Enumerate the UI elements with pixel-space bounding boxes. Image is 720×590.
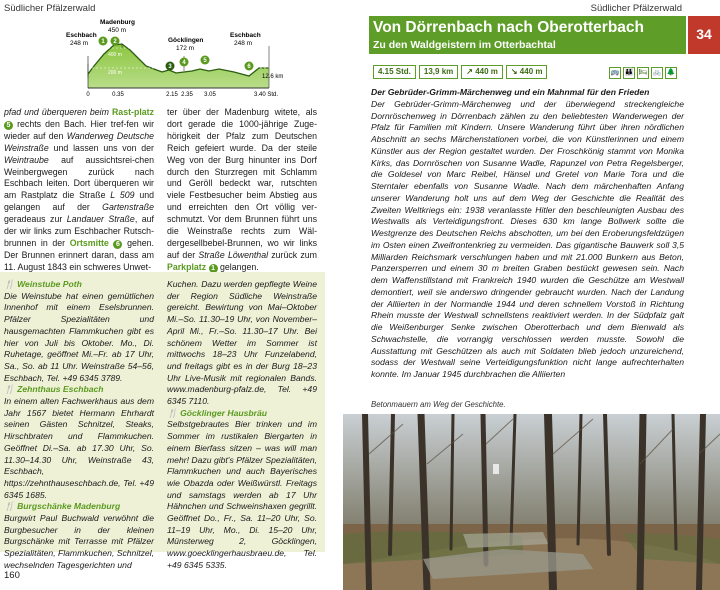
tour-lead: Der Gebrüder-Grimm-Märchenweg und ein Mahnmal für den Frieden <box>371 87 650 97</box>
page-number-left: 160 <box>4 570 20 581</box>
box-entry-text: Burgwirt Paul Buchwald verwöhnt die Burgbesucher in der kleinen Burgschänke mit Terrasse mit Pfälzer Spezialitäten, Flammkuchen, Schnitzel, wechselnden Tagesgerichten und <box>4 513 154 570</box>
x-tick: 3.05 <box>204 92 216 98</box>
tour-description <box>371 87 684 381</box>
ascent-stat: ↗ 440 m <box>461 65 503 79</box>
tree-icon: 🌲 <box>665 67 677 79</box>
profile-alt: 248 m <box>70 40 89 47</box>
body-column-2: ter über der Madenburg witete, als dort gerade die 1000-jährige Zuge-hörigkeit der Pfalz zum Deutschen Reich gefeiert wurde. Da der steile Weg von der Burg hinunter ins Dorf durch den Sturzregen mit Schlamm und Geröll bedeckt war, rutschten viele Festbesucher beim Abstieg aus und erreichten den Ort völlig ver-schmutzt. Vor dem Brunnen führt uns die Weinstraße rechts zum Wäl-dergesellbebel-Brunnen, wo wir links auf der Straße Löwenthal zurück zum Parkplatz 1 gelangen. <box>167 107 317 272</box>
tour-number: 34 <box>688 16 720 54</box>
box-column-1: 🍴 Weinstube Poth Die Weinstube hat einen gemütlichen Innenhof mit einem Eselsbrunnen. Pfälzer Spezialitäten und hausgemachten Flammkuchen gibt es hier von Juli bis Oktober. Mo., Di. Ruhetage, geöffnet Mi.–Fr. ab 17 Uhr, Sa., So. ab 11 Uhr. Weinstraße 54–56, Eschbach, Tel. +49 6345 3789. 🍴 Zehnthaus Eschbach In einem alten Fachwerkhaus aus dem Jahr 1567 bietet Hermann Ehrhardt seinen Gästen Schnitzel, Steaks, Hirschbraten und Flammkuchen. Geöffnet Di.–Sa. ab 17.30 Uhr, So. 11.30–14.30 Uhr, Weinstraße 43, Eschbach, https://zehnthauseschbach.de, Tel. +49 6345 1685. 🍴 Burgschänke Madenburg Burgwirt Paul Buchwald verwöhnt die Burgbesucher in der kleinen Burgschänke mit Terrasse mit Pfälzer Spezialitäten, Flammkuchen, Schnitzel, wechselnden Tagesgerichten und <box>4 279 154 570</box>
descent-stat: ↘ 440 m <box>506 65 548 79</box>
box-entry-text: Die Weinstube hat einen gemütlichen Innenhof mit einem Eselsbrunnen. Pfälzer Spezialitäten und hausgemachten Flammkuchen gibt es hier von Juli bis Oktober. Mo., Di. Ruhetage, geöffnet Mi.–Fr. ab 17 Uhr, Sa., So. ab 11 Uhr. Weinstraße 54–56, Eschbach, Tel. +49 6345 3789. <box>4 290 154 383</box>
box-entry-title: Weinstube Poth <box>17 279 82 289</box>
duration-stat: 4.15 Std. <box>373 65 416 79</box>
box-entry-title: Burgschänke Madenburg <box>17 501 121 512</box>
profile-badge: 4 <box>182 60 186 66</box>
profile-alt: 450 m <box>108 27 127 34</box>
profile-alt: 172 m <box>176 45 195 52</box>
box-entry-text: Selbstgebrautes Bier trinken und im Sommer im rustikalen Biergarten in einem Bierfass sitzen – was will man mehr! Dazu gibt's Pfälzer Spezialitäten, Flammkuchen und auch Bayerisches wie Obazda oder Weißwürstl. Freitags und samstags werden ab 17 Uhr Hähnchen und Schweinshaxen gegrillt. Geöffnet Do., Fr., Sa. 11–20 Uhr, So. 11–19 Uhr, Mo., Di. 15–20 Uhr, Münsterweg 2, Göcklingen, www.goecklingerhausbraeu.de, Tel. +49 6345 5335. <box>167 419 317 570</box>
box-column-2: Kuchen. Dazu werden gepflegte Weine der Region Südliche Weinstraße gereicht. Bewirtung von Mai–Oktober Mi.–So. 11.30–19 Uhr, von November–April Mi., Fr.–So. 11.30–17 Uhr. Bei schönem Wetter im Sommer ist mittwochs 18–23 Uhr Funzelabend, und freitags gibt es in der Burg 18–23 Uhr Live-Musik mit regionalen Bands. www.madenburg-pfalz.de, Tel. +49 6345 7110. 🍴 Göcklinger Hausbräu Selbstgebrautes Bier trinken und im Sommer im rustikalen Biergarten in einem Bierfass sitzen – was will man mehr! Dazu gibt's Pfälzer Spezialitäten, Flammkuchen und auch Bayerisches wie Obazda oder Weißwürstl. Freitags und samstags werden ab 17 Uhr Hähnchen und Schweinshaxen gegrillt. Geöffnet Do., Fr., Sa. 11–20 Uhr, So. 11–19 Uhr, Mo., Di. 15–20 Uhr, Münsterweg 2, Göcklingen, www.goecklingerhausbraeu.de, Tel. +49 6345 5335. <box>167 279 317 570</box>
box-entry-title: Göcklinger Hausbräu <box>180 407 268 418</box>
profile-label: Eschbach <box>230 32 261 39</box>
profile-badge: 1 <box>101 39 105 45</box>
tour-icons <box>607 61 677 79</box>
profile-label: Eschbach <box>66 32 97 39</box>
y-tick: 200 m <box>108 70 122 76</box>
bed-icon: 🛏 <box>637 67 649 79</box>
forest-photo <box>343 414 720 590</box>
tour-stats <box>373 61 550 79</box>
x-tick: 3.40 Std. <box>253 92 279 98</box>
x-tick: 0.35 <box>112 92 124 98</box>
photo-caption: Betonmauern am Weg der Geschichte. <box>371 400 506 409</box>
y-tick: 400 m <box>108 52 122 58</box>
profile-badge: 3 <box>168 64 172 70</box>
box-entry-text: Kuchen. Dazu werden gepflegte Weine der Region Südliche Weinstraße gereicht. Bewirtung von Mai–Oktober Mi.–So. 11.30–19 Uhr, von November–April Mi., Fr.–So. 11.30–17 Uhr. Bei schönem Wetter im Sommer ist mittwochs 18–23 Uhr Funzelabend, und freitags gibt es in der Burg 18–23 Uhr Live-Musik mit regionalen Bands. www.madenburg-pfalz.de, Tel. +49 6345 7110. <box>167 279 317 407</box>
x-tick: 2.15 <box>166 92 178 98</box>
running-header-right: Südlicher Pfälzerwald <box>590 3 682 14</box>
tour-text: Der Gebrüder-Grimm-Märchenweg und der überwiegend streckengleiche Dornröschenweg in Dörrenbach zählen zu den beliebtesten Wanderwegen der Pfalz für Familien mit Kindern. Unsere Wanderung führt über ihren nördlichen Abschnitt an sechs Märchenstationen vorbei, die von Künstlerinnen und einem Künstler aus der Region gestaltet wurden. Der Froschkönig stammt von Monika Kirks, das Dornröschen von Susanne Wadle, Rapunzel von Petra Regelsberger, die Goldesel von Marc Reibel, Hänsel und Gretel von Marie Tora und die Sterntaler ebenfalls von Susanne Wadle. Nach dem märchenhaften Anfang unserer Wanderung holt uns auf dem Weg der Geschichte die Realität des Zweiten Weltkriegs ein: 1938 veranlasste Hitler den beschleunigten Ausbau des Westwalls als Verteidigungsfront. Dieses 630 km lange Bollwerk sollte die Westgrenze des Deutschen Reichs abschotten, um bei den Eroberungsfeldzügen im Osten einen Zweifrontenkrieg zu vermeiden. Das gigantische Bauwerk soll 3,5 Milliarden Reichsmark verschlungen haben und mit 21.000 Bunkern aus Beton, Panzersperren und einem 30 m breiten Graben bestückt gewesen sein. Nach dem Waffenstillstand mit Frankreich 1940 wurden die Geschütze am Westwall demontiert, weil sie anderswo dringender gebraucht wurden. Nach der Landung der Alliierten in der Normandie 1944 und deren schnellem Vorstoß in Richtung Rhein musste der Westwall schnellstens reaktiviert werden. In der Südpfalz galt die Weißenburger Senke zwischen Oberotterbach und dem Bienwald als Schwachstelle, die vorrangig verschlossen werden musste. Sowohl die Ausstattung mit Geschützen als auch mit Soldaten blieb jedoch unzureichend, sodass der Westwall seine Verteidigungsfunktion nicht lange aufrechterhalten konnte. Im Januar 1945 durchbrachen die Alliierten <box>371 98 684 379</box>
tour-subtitle: Zu den Waldgeistern im Otterbachtal <box>373 39 556 51</box>
profile-label: Göcklingen <box>168 37 204 44</box>
running-header-left: Südlicher Pfälzerwald <box>4 3 96 14</box>
bus-icon: 🚌 <box>609 67 621 79</box>
profile-alt: 248 m <box>234 40 253 47</box>
bike-icon: 🚲 <box>651 67 663 79</box>
box-entry-title: Zehnthaus Eschbach <box>17 384 104 395</box>
x-tick: 0 <box>86 92 90 98</box>
x-tick: 2.35 <box>181 92 193 98</box>
body-column-1: pfad und überqueren beim Rast-platz 5 rechts den Bach. Hier tref-fen wir wieder auf den Wanderweg Deutsche Weinstraße und lassen uns von der Weintraube auf aussichtsrei-chen Weinbergwegen zurück nach Eschbach leiten. Dort überqueren wir am Rastplatz die Straße L 509 und gelangen auf der Gartenstraße geradeaus zur Landauer Straße, auf der wir links zum Eschbacher Rutsch-brunnen in der Ortsmitte 6 gehen. Der Brunnen erinnert daran, dass am 11. August 1843 ein schweres Unwet- <box>4 107 155 272</box>
profile-badge: 6 <box>247 64 251 70</box>
tour-title-bar <box>369 16 686 54</box>
profile-badge: 5 <box>203 58 207 64</box>
family-icon: 👪 <box>623 67 635 79</box>
distance-stat: 13,9 km <box>419 65 458 79</box>
elevation-profile <box>4 16 304 100</box>
tour-title: Von Dörrenbach nach Oberotterbach <box>373 19 645 36</box>
profile-label: Madenburg <box>100 19 136 26</box>
box-entry-text: In einem alten Fachwerkhaus aus dem Jahr 1567 bietet Hermann Ehrhardt seinen Gästen Schnitzel, Steaks, Hirschbraten und Flammkuchen. Geöffnet Di.–Sa. ab 17.30 Uhr, So. 11.30–14.30 Uhr, Weinstraße 43, Eschbach, https://zehnthauseschbach.de, Tel. +49 6345 1685. <box>4 396 154 500</box>
profile-badge: 2 <box>113 39 117 45</box>
profile-distance: 12.6 km <box>262 74 284 80</box>
